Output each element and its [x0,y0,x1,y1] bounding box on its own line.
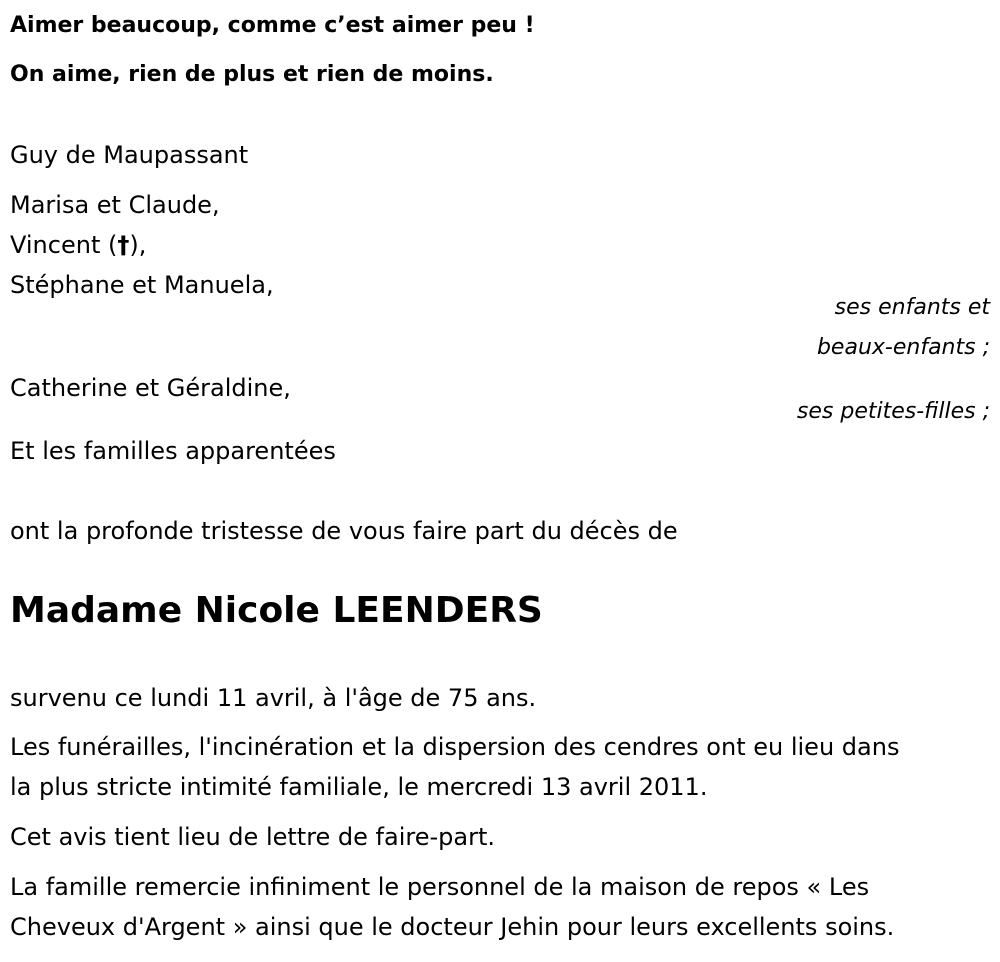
family-child-2-name: Vincent ( [10,231,118,259]
family-child-2 [10,230,146,260]
thanks-line-1: La famille remercie infiniment le personnel de la maison de repos « Les [10,873,870,901]
death-details: survenu ce lundi 11 avril, à l'âge de 75 ans. [10,684,537,712]
quote-line-2: On aime, rien de plus et rien de moins. [10,62,494,87]
cross-icon: † [117,231,130,259]
funeral-line-2: la plus stricte intimité familiale, le mercredi 13 avril 2011. [10,773,708,801]
children-role-line-2: beaux-enfants ; [816,335,990,360]
announcement-text: ont la profonde tristesse de vous faire part du décès de [10,517,678,545]
grandchildren-role: ses petites-filles ; [796,399,990,424]
thanks-line-2: Cheveux d'Argent » ainsi que le docteur Jehin pour leurs excellents soins. [10,913,895,941]
deceased-name: Madame Nicole LEENDERS [10,590,543,631]
notice-text: Cet avis tient lieu de lettre de faire-part. [10,823,495,851]
funeral-line-1: Les funérailles, l'incinération et la dispersion des cendres ont eu lieu dans [10,733,900,761]
family-child-2-suffix: ), [129,231,147,259]
quote-author: Guy de Maupassant [10,141,249,169]
quote-line-1: Aimer beaucoup, comme c’est aimer peu ! [10,13,535,38]
family-grandchildren: Catherine et Géraldine, [10,374,291,402]
family-child-3: Stéphane et Manuela, [10,271,274,299]
family-child-1: Marisa et Claude, [10,191,220,219]
children-role-line-1: ses enfants et [834,295,990,320]
family-relatives: Et les familles apparentées [10,437,336,465]
